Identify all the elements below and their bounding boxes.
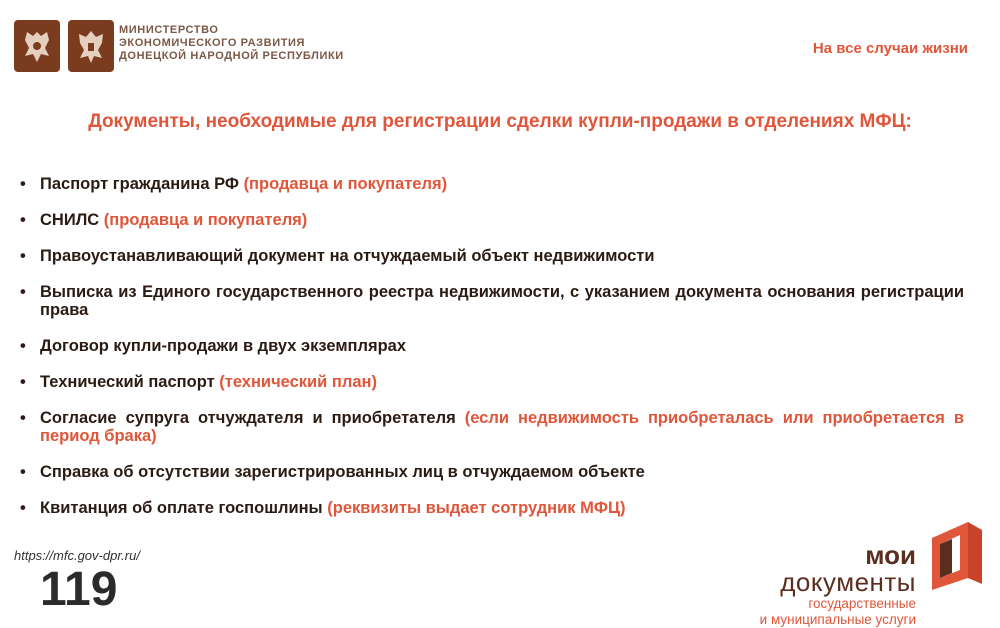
mfc-shield-icon: [928, 520, 986, 592]
item-text: Технический паспорт: [40, 373, 220, 391]
page-title: Документы, необходимые для регистрации сделки купли-продажи в отделениях МФЦ:: [88, 111, 912, 132]
ministry-name: [119, 24, 344, 63]
document-list: [20, 172, 964, 517]
list-item: [20, 283, 964, 319]
website-url: https://mfc.gov-dpr.ru/: [14, 548, 140, 563]
logo-line: и муниципальные услуги: [759, 612, 916, 627]
list-item: [20, 409, 964, 445]
item-note: (технический план): [219, 373, 377, 391]
item-note: (если недвижимость приобреталась или приобретается в период брака): [40, 409, 964, 445]
list-item: [20, 247, 964, 265]
list-item: [20, 175, 964, 193]
moi-dokumenty-logo: [760, 542, 916, 628]
list-item: [20, 463, 964, 481]
dpr-coat-of-arms-icon: [68, 20, 114, 72]
ministry-line: ДОНЕЦКОЙ НАРОДНОЙ РЕСПУБЛИКИ: [119, 50, 344, 62]
list-item: [20, 211, 964, 229]
list-item: [20, 337, 964, 355]
item-text: Паспорт гражданина РФ: [40, 175, 244, 193]
item-note: (продавца и покупателя): [243, 175, 448, 193]
list-item: [20, 499, 964, 517]
item-text: Правоустанавливающий документ на отчуждаемый объект недвижимости: [40, 247, 655, 265]
russia-coat-of-arms-icon: [14, 20, 60, 72]
ministry-line: ЭКОНОМИЧЕСКОГО РАЗВИТИЯ: [119, 37, 306, 49]
item-text: Согласие супруга отчуждателя и приобретателя: [40, 409, 465, 427]
item-note: (реквизиты выдает сотрудник МФЦ): [327, 499, 626, 517]
item-note: (продавца и покупателя): [103, 211, 308, 229]
item-text: Договор купли-продажи в двух экземплярах: [40, 337, 407, 355]
ministry-line: МИНИСТЕРСТВО: [119, 24, 219, 36]
logo-line: государственные: [808, 596, 916, 611]
list-item: [20, 373, 964, 391]
item-text: Справка об отсутствии зарегистрированных лиц в отчуждаемом объекте: [40, 463, 645, 481]
slogan: На все случаи жизни: [812, 40, 968, 57]
logo-line: мои: [865, 540, 916, 570]
item-text: СНИЛС: [40, 211, 104, 229]
item-text: Выписка из Единого государственного реестра недвижимости, с указанием документа основания регистрации права: [40, 283, 964, 319]
page-number: 119: [40, 563, 118, 616]
logo-line: документы: [780, 567, 916, 597]
item-text: Квитанция об оплате госпошлины: [40, 499, 328, 517]
